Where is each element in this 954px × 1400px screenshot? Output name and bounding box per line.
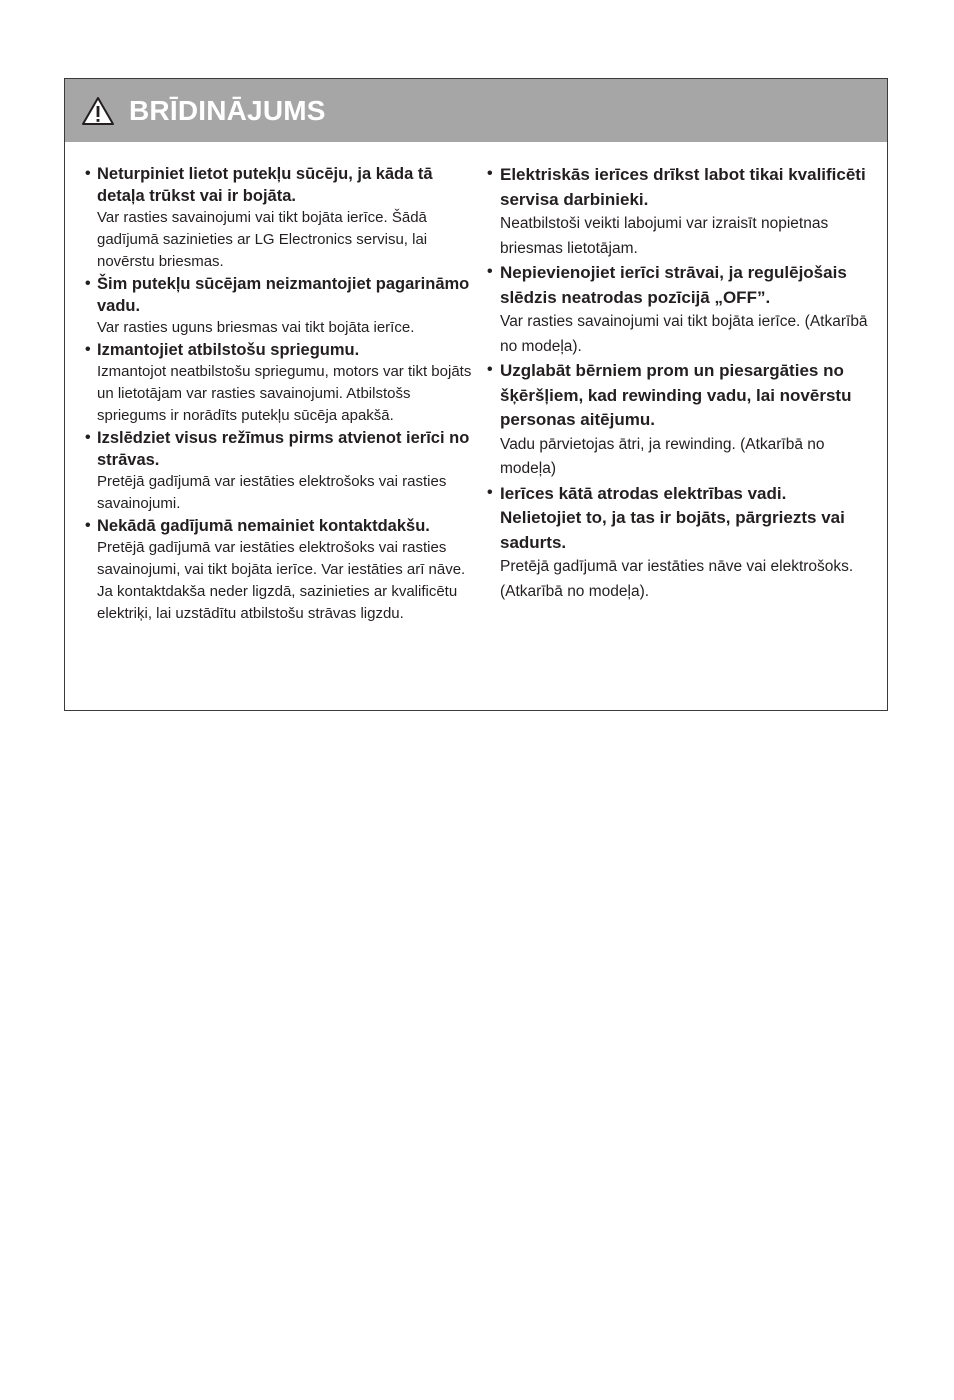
right-column bbox=[487, 163, 871, 604]
item-text: Pretējā gadījumā var iestāties nāve vai elektrošoks. (Atkarībā no modeļa). bbox=[500, 558, 854, 600]
item-heading: Neturpiniet lietot putekļu sūcēju, ja kāda tā detaļa trūkst vai ir bojāta. bbox=[97, 165, 433, 205]
list-item bbox=[487, 261, 871, 359]
list-item bbox=[85, 273, 475, 339]
list-item bbox=[85, 163, 475, 273]
list-item bbox=[85, 427, 475, 515]
item-heading: Uzglabāt bērniem prom un piesargāties no šķēršļiem, kad rewinding vadu, lai novērstu personas aitējumu. bbox=[500, 361, 852, 429]
item-heading: Šim putekļu sūcējam neizmantojiet pagarināmo vadu. bbox=[97, 275, 470, 315]
list-item bbox=[487, 163, 871, 261]
list-item bbox=[487, 359, 871, 482]
bullet: • bbox=[85, 429, 91, 446]
item-heading: Ierīces kātā atrodas elektrības vadi. Nelietojiet to, ja tas ir bojāts, pārgriezts vai sadurts. bbox=[500, 483, 845, 552]
list-item bbox=[85, 339, 475, 427]
bullet: • bbox=[85, 341, 91, 358]
bullet: • bbox=[487, 165, 493, 182]
item-heading: Nepievienojiet ierīci strāvai, ja regulējošais slēdzis neatrodas pozīcijā „OFF”. bbox=[500, 263, 847, 307]
warning-header bbox=[65, 79, 887, 142]
item-text: Var rasties savainojumi vai tikt bojāta ierīce. Šādā gadījumā sazinieties ar LG Electronics servisu, lai novērstu briesmas. bbox=[97, 209, 428, 270]
warning-title: BRĪDINĀJUMS bbox=[129, 94, 326, 126]
bullet: • bbox=[85, 517, 91, 534]
warning-triangle-icon bbox=[81, 96, 115, 126]
item-text: Var rasties savainojumi vai tikt bojāta ierīce. (Atkarībā no modeļa). bbox=[500, 313, 868, 355]
list-item bbox=[487, 482, 871, 605]
warning-box bbox=[64, 78, 888, 711]
item-heading: Elektriskās ierīces drīkst labot tikai kvalificēti servisa darbinieki. bbox=[500, 165, 866, 209]
bullet: • bbox=[85, 165, 91, 182]
item-text: Pretējā gadījumā var iestāties elektrošoks vai rasties savainojumi. bbox=[97, 473, 447, 512]
item-text: Vadu pārvietojas ātri, ja rewinding. (Atkarībā no modeļa) bbox=[500, 435, 825, 477]
item-text: Pretējā gadījumā var iestāties elektrošoks vai rasties savainojumi, vai tikt bojāta ierīce. Var iestāties arī nāve. Ja kontaktdakša neder ligzdā, sazinieties ar kvalificētu elektriķi, lai uzstādītu atbilstošu strāvas ligzdu. bbox=[97, 539, 466, 622]
item-heading: Nekādā gadījumā nemainiet kontaktdakšu. bbox=[97, 517, 430, 535]
item-text: Var rasties uguns briesmas vai tikt bojāta ierīce. bbox=[97, 319, 415, 336]
left-column bbox=[85, 163, 475, 625]
item-heading: Izslēdziet visus režīmus pirms atvienot ierīci no strāvas. bbox=[97, 429, 470, 469]
bullet: • bbox=[487, 361, 493, 378]
item-heading: Izmantojiet atbilstošu spriegumu. bbox=[97, 341, 360, 359]
item-text: Izmantojot neatbilstošu spriegumu, motors var tikt bojāts un lietotājam var rasties savainojumi. Atbilstošs spriegums ir norādīts putekļu sūcēja apakšā. bbox=[97, 363, 472, 424]
item-text: Neatbilstoši veikti labojumi var izraisīt nopietnas briesmas lietotājam. bbox=[500, 215, 829, 257]
bullet: • bbox=[487, 263, 493, 280]
bullet: • bbox=[487, 483, 493, 501]
list-item bbox=[85, 515, 475, 625]
bullet: • bbox=[85, 275, 91, 292]
